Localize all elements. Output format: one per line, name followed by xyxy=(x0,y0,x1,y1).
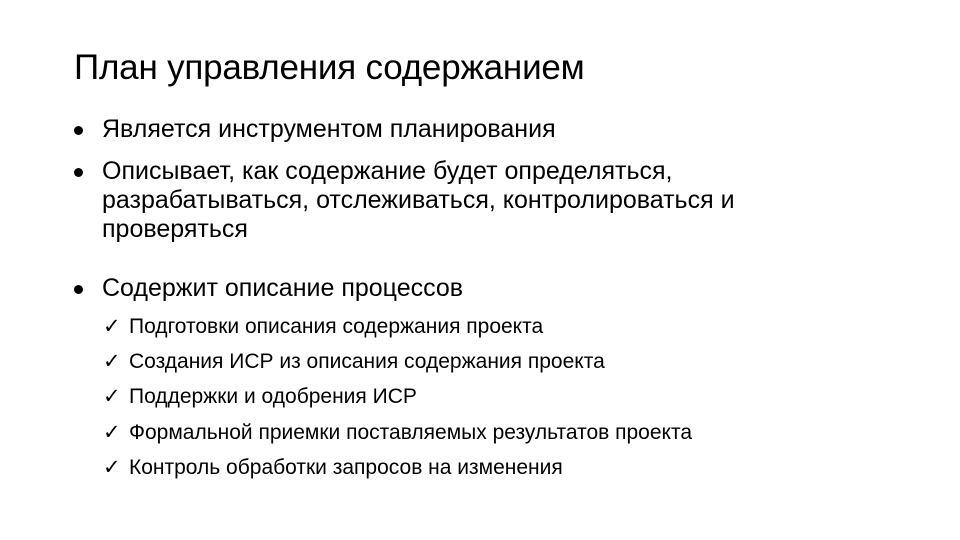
bullet-text: Является инструментом планирования xyxy=(102,115,556,143)
bullet-item xyxy=(74,115,894,144)
sub-bullet-item xyxy=(103,313,903,340)
sub-bullet-text: Формальной приемки поставляемых результатов проекта xyxy=(129,421,693,444)
slide-title: План управления содержанием xyxy=(74,48,585,87)
bullet-text: Содержит описание процессов xyxy=(102,274,464,302)
checkmark-icon: ✓ xyxy=(103,420,121,444)
bullet-dot-icon xyxy=(74,168,83,177)
sub-bullet-text: Поддержки и одобрения ИСР xyxy=(129,385,417,408)
checkmark-icon: ✓ xyxy=(103,455,121,479)
bullet-text: Описывает, как содержание будет определяться, разрабатываться, отслеживаться, контролироваться и проверяться xyxy=(102,157,735,243)
sub-bullet-text: Подготовки описания содержания проекта xyxy=(129,315,544,338)
sub-bullet-item xyxy=(103,383,903,410)
checkmark-icon: ✓ xyxy=(103,349,121,373)
sub-bullet-item xyxy=(103,419,903,446)
bullet-item xyxy=(74,157,814,244)
sub-bullet-text: Контроль обработки запросов на изменения xyxy=(129,456,563,479)
sub-bullet-text: Создания ИСР из описания содержания проекта xyxy=(129,350,605,373)
sub-bullet-item xyxy=(103,348,903,375)
bullet-item xyxy=(74,274,894,303)
checkmark-icon: ✓ xyxy=(103,314,121,338)
bullet-dot-icon xyxy=(74,126,83,135)
sub-bullet-item xyxy=(103,454,903,481)
bullet-dot-icon xyxy=(74,285,83,294)
checkmark-icon: ✓ xyxy=(103,384,121,408)
